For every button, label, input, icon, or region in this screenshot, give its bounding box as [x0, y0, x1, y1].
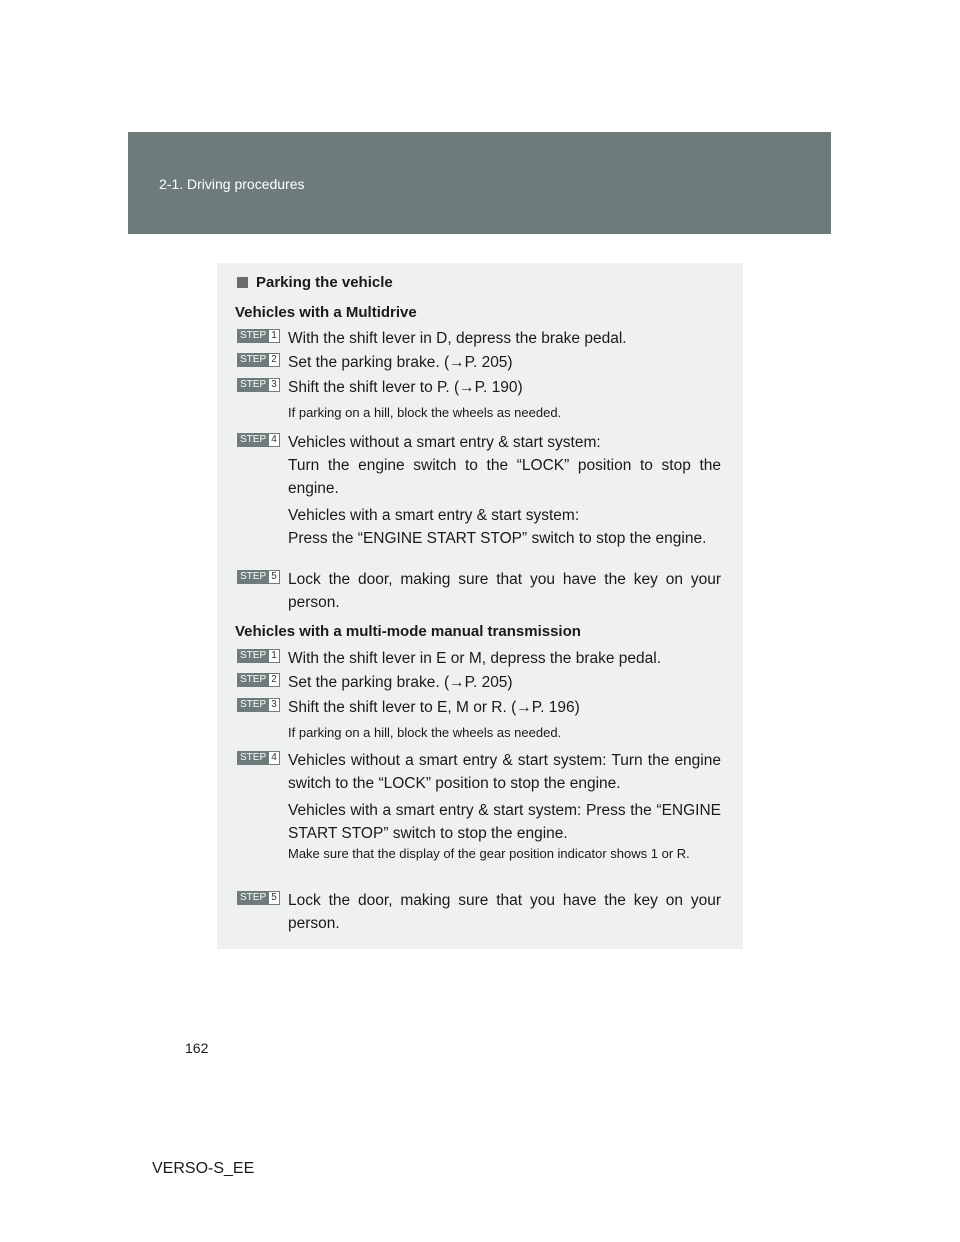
panel-heading-text: Parking the vehicle	[256, 274, 393, 291]
step-text: With the shift lever in D, depress the brake pedal.	[288, 330, 627, 347]
step-text: Vehicles with a smart entry & start system:	[288, 507, 580, 524]
step-badge: STEP 3	[237, 378, 280, 392]
mmt-step-5	[237, 889, 721, 935]
mmt-step-4-note: Make sure that the display of the gear position indicator shows 1 or R.	[288, 846, 690, 861]
step-text: Set the parking brake. (→P. 205)	[288, 674, 513, 691]
mmt-step-4	[237, 749, 721, 845]
page-number: 162	[185, 1040, 209, 1056]
multidrive-step-5	[237, 568, 721, 614]
step-badge: STEP 4	[237, 433, 280, 447]
step-text: Set the parking brake. (→P. 205)	[288, 354, 513, 371]
section-title: 2-1. Driving procedures	[159, 176, 305, 192]
step-badge: STEP 1	[237, 649, 280, 663]
step-text: Vehicles without a smart entry & start system: Turn the engine switch to the “LOCK” position to stop the engine.	[288, 752, 721, 792]
step-badge: STEP 5	[237, 570, 280, 584]
step-text: Lock the door, making sure that you have the key on your person.	[288, 892, 721, 932]
step-text: Shift the shift lever to E, M or R. (→P. 196)	[288, 699, 580, 716]
step-text: Vehicles without a smart entry & start system:	[288, 434, 601, 451]
group-title-mmt: Vehicles with a multi-mode manual transmission	[235, 623, 581, 640]
step-text: Press the “ENGINE START STOP” switch to stop the engine.	[288, 530, 707, 547]
step-text: Lock the door, making sure that you have the key on your person.	[288, 571, 721, 611]
multidrive-step-3	[237, 376, 721, 399]
multidrive-step-1	[237, 327, 721, 350]
step-text: Shift the shift lever to P. (→P. 190)	[288, 379, 523, 396]
step-badge: STEP 2	[237, 353, 280, 367]
panel-heading	[235, 274, 393, 291]
square-bullet-icon	[237, 277, 248, 288]
multidrive-step-4	[237, 431, 721, 550]
mmt-step-2	[237, 671, 721, 694]
chapter-header	[128, 132, 831, 234]
step-text: With the shift lever in E or M, depress the brake pedal.	[288, 650, 662, 667]
step-text: Vehicles with a smart entry & start system: Press the “ENGINE START STOP” switch to stop the engine.	[288, 802, 721, 842]
step-badge: STEP 2	[237, 673, 280, 687]
parking-procedure-panel	[217, 263, 743, 949]
footer-code: VERSO-S_EE	[152, 1160, 255, 1177]
mmt-step-3-note: If parking on a hill, block the wheels as needed.	[288, 725, 562, 740]
mmt-step-1	[237, 647, 721, 670]
group-title-multidrive: Vehicles with a Multidrive	[235, 304, 417, 321]
step-badge: STEP 3	[237, 698, 280, 712]
multidrive-step-3-note: If parking on a hill, block the wheels as needed.	[288, 405, 562, 420]
mmt-step-3	[237, 696, 721, 719]
step-text: Turn the engine switch to the “LOCK” position to stop the engine.	[288, 457, 721, 497]
step-badge: STEP 4	[237, 751, 280, 765]
step-badge: STEP 1	[237, 329, 280, 343]
step-badge: STEP 5	[237, 891, 280, 905]
multidrive-step-2	[237, 351, 721, 374]
